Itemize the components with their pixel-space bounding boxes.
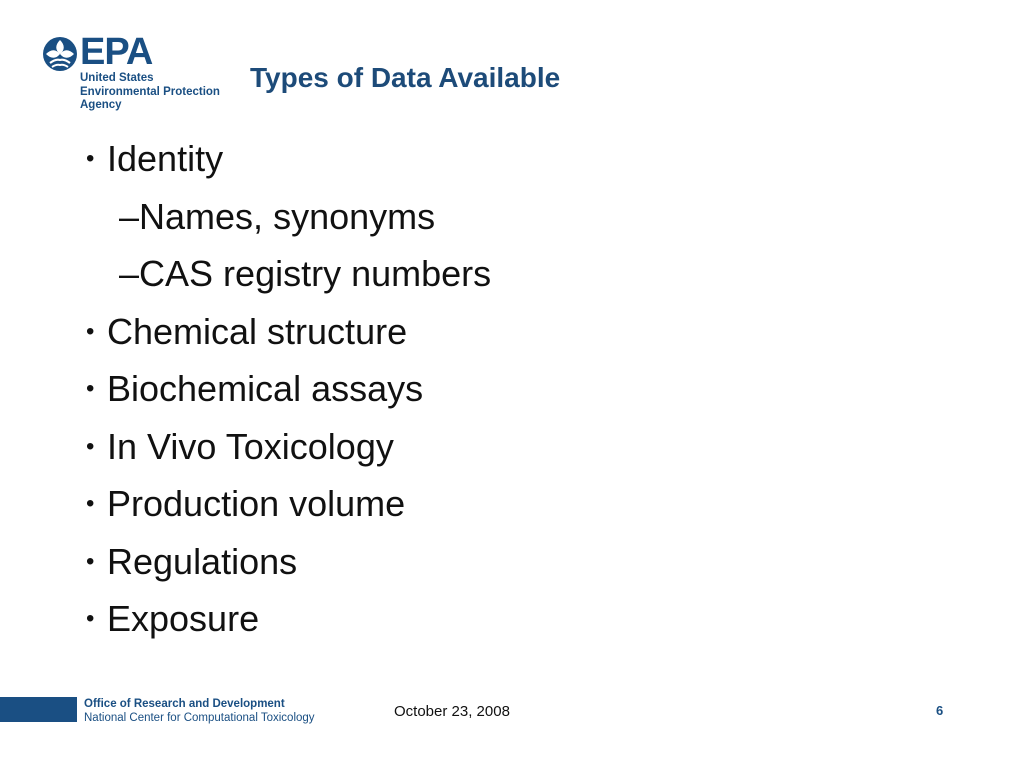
bullet-marker: • bbox=[86, 317, 95, 345]
bullet-marker: • bbox=[86, 375, 95, 402]
bullet-text: Biochemical assays bbox=[107, 368, 424, 409]
sub-bullet-text: CAS registry numbers bbox=[139, 253, 492, 294]
footer-accent-bar bbox=[0, 697, 77, 722]
bullet-item bbox=[86, 130, 986, 188]
bullet-text: In Vivo Toxicology bbox=[107, 425, 394, 467]
footer-office: Office of Research and Development bbox=[84, 698, 285, 710]
bullet-text: Regulations bbox=[107, 540, 298, 582]
bullet-list bbox=[86, 130, 986, 648]
bullet-marker: • bbox=[86, 432, 95, 460]
footer-date: October 23, 2008 bbox=[394, 703, 510, 720]
epa-logo bbox=[42, 31, 232, 112]
agency-name: United States Environmental Protection Agency bbox=[80, 72, 220, 111]
bullet-marker: • bbox=[86, 145, 95, 172]
epa-flower-icon bbox=[42, 36, 78, 72]
sub-bullet-item bbox=[86, 188, 986, 246]
bullet-item bbox=[86, 533, 986, 591]
bullet-marker: • bbox=[86, 490, 95, 517]
bullet-item bbox=[86, 475, 986, 533]
dash-marker: – bbox=[119, 195, 140, 237]
bullet-item bbox=[86, 418, 986, 476]
bullet-marker: • bbox=[86, 605, 95, 632]
bullet-marker: • bbox=[86, 547, 95, 575]
bullet-item bbox=[86, 360, 986, 418]
bullet-item bbox=[86, 590, 986, 648]
footer-center: National Center for Computational Toxicology bbox=[84, 712, 315, 724]
bullet-text: Identity bbox=[107, 138, 224, 179]
dash-marker: – bbox=[119, 253, 140, 294]
sub-bullet-item bbox=[86, 245, 986, 303]
bullet-text: Production volume bbox=[107, 483, 406, 524]
bullet-text: Exposure bbox=[107, 598, 260, 639]
slide-number: 6 bbox=[936, 703, 944, 718]
slide-title: Types of Data Available bbox=[250, 62, 561, 93]
sub-bullet-text: Names, synonyms bbox=[139, 195, 436, 237]
footer-organization bbox=[84, 697, 315, 725]
bullet-text: Chemical structure bbox=[107, 310, 408, 352]
epa-wordmark: EPA bbox=[80, 31, 153, 73]
bullet-item bbox=[86, 303, 986, 361]
